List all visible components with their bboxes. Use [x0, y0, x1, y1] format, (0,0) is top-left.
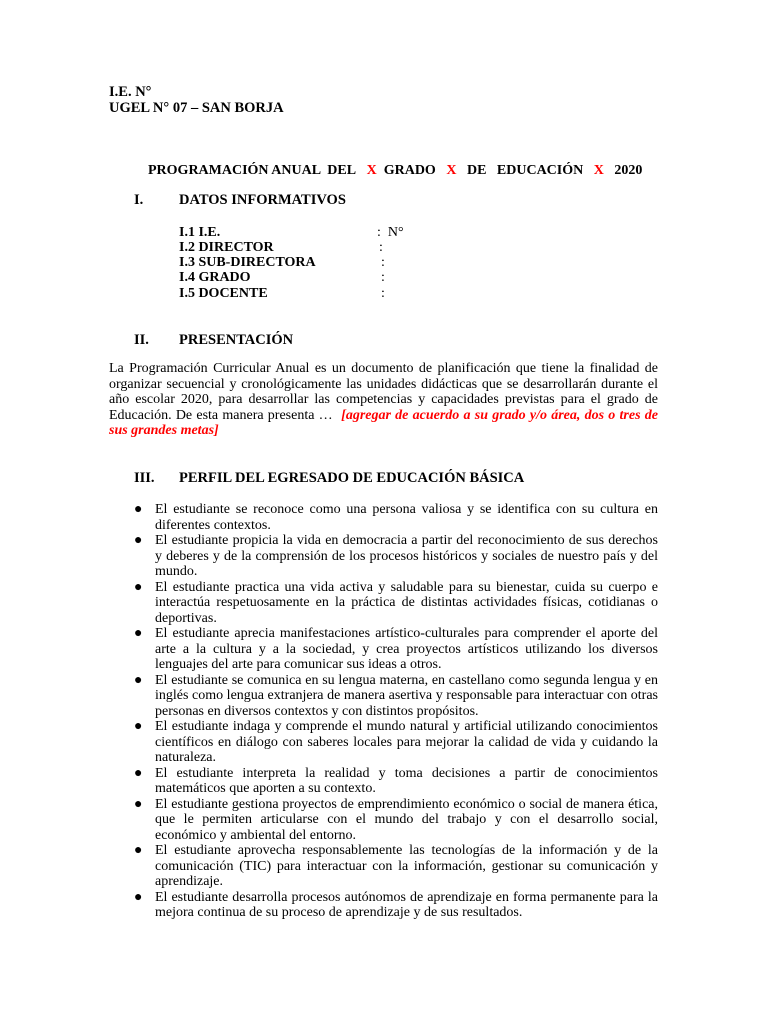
info-colon-director: :	[379, 240, 383, 255]
ugel-line: UGEL N° 07 – SAN BORJA	[109, 100, 284, 116]
list-item-text: El estudiante practica una vida activa y saludable para su bienestar, cuida su cuerpo e interactúa respetuosamente en la práctica de distintas actividades físicas, cotidianas o deportivas.	[155, 579, 658, 626]
section2-title: PRESENTACIÓN	[179, 332, 294, 348]
section3-number: III.	[134, 470, 155, 486]
section3-title: PERFIL DEL EGRESADO DE EDUCACIÓN BÁSICA	[179, 470, 525, 486]
title-part3: DE EDUCACIÓN	[466, 163, 584, 178]
list-item	[134, 673, 658, 720]
title-x-level: X	[446, 163, 457, 178]
section1-title: DATOS INFORMATIVOS	[179, 192, 346, 208]
list-item-text: El estudiante se reconoce como una persona valiosa y se identifica con su cultura en diferentes contextos.	[155, 502, 658, 533]
graduate-profile-list	[134, 502, 658, 921]
title-part2: GRADO	[383, 163, 436, 178]
info-label-ie: I.1 I.E.	[179, 225, 221, 240]
list-item	[134, 843, 658, 890]
list-item-text: El estudiante propicia la vida en democracia a partir del reconocimiento de sus derechos y deberes y de la comprensión de los procesos históricos y sociales de nuestro país y del mundo.	[155, 533, 658, 579]
info-colon-ie: : N°	[377, 225, 404, 240]
info-value-ie: N°	[387, 225, 404, 240]
list-item-text: El estudiante indaga y comprende el mundo natural y artificial utilizando conocimientos científicos en diálogo con saberes locales para mejorar la calidad de vida y cuidando la naturaleza.	[155, 719, 658, 765]
list-item	[134, 890, 658, 921]
list-item	[134, 580, 658, 627]
list-item-text: El estudiante aprecia manifestaciones artístico-culturales para comprender el aporte del arte a la cultura y a la sociedad, y crea proyectos artísticos utilizando los diversos lenguajes del arte para comunicar sus ideas a otros.	[155, 626, 658, 672]
list-item	[134, 626, 658, 673]
presentation-text: La Programación Curricular Anual es un documento de planificación que tiene la finalidad de organizar secuencial y cronológicamente las unidades didácticas que se desarrollarán durante el año escolar 2020, para desarrollar las competencias y capacidades previstas para el grado de Educación. De esta manera presenta …	[109, 361, 658, 423]
title-part1: PROGRAMACIÓN ANUAL DEL	[148, 163, 357, 178]
list-item-text: El estudiante desarrolla procesos autónomos de aprendizaje en forma permanente para la mejora continua de su proceso de aprendizaje y de sus resultados.	[155, 889, 658, 920]
bullet-icon: ●	[134, 765, 143, 781]
bullet-icon: ●	[134, 889, 143, 905]
document-title	[134, 147, 642, 195]
info-label-grado: I.4 GRADO	[179, 270, 251, 285]
info-colon-subdirectora: :	[381, 255, 385, 270]
list-item	[134, 533, 658, 580]
list-item	[134, 766, 658, 797]
bullet-icon: ●	[134, 796, 143, 812]
section1-number: I.	[134, 192, 144, 208]
bullet-icon: ●	[134, 719, 143, 734]
presentation-placeholder: [agregar de acuerdo a su grado y/o área, dos o tres de sus grandes metas]	[109, 407, 658, 438]
title-year: 2020	[614, 163, 643, 178]
bullet-icon: ●	[134, 843, 143, 858]
presentation-paragraph	[109, 361, 658, 439]
title-x-grade: X	[366, 163, 377, 178]
bullet-icon: ●	[134, 502, 143, 517]
bullet-icon: ●	[134, 579, 143, 595]
info-colon-grado: :	[381, 270, 385, 285]
info-label-subdirectora: I.3 SUB-DIRECTORA	[179, 255, 316, 270]
bullet-icon: ●	[134, 533, 143, 548]
list-item-text: El estudiante gestiona proyectos de emprendimiento económico o social de manera ética, que le permiten articularse con el mundo del trabajo y con el desarrollo social, económico y ambiental del entorno.	[155, 796, 658, 843]
list-item	[134, 502, 658, 533]
list-item-text: El estudiante se comunica en su lengua materna, en castellano como segunda lengua y en inglés como lengua extranjera de manera asertiva y responsable para interactuar con otras personas en diversos contextos y con distintos propósitos.	[155, 672, 658, 719]
bullet-icon: ●	[134, 626, 143, 641]
list-item	[134, 797, 658, 844]
bullet-icon: ●	[134, 672, 143, 688]
ie-line: I.E. N°	[109, 84, 152, 100]
title-x-area: X	[593, 163, 604, 178]
info-label-docente: I.5 DOCENTE	[179, 286, 268, 301]
section2-number: II.	[134, 332, 149, 348]
list-item-text: El estudiante aprovecha responsablemente las tecnologías de la información y de la comunicación (TIC) para interactuar con la información, gestionar su comunicación y aprendizaje.	[155, 843, 658, 889]
list-item	[134, 719, 658, 766]
list-item-text: El estudiante interpreta la realidad y toma decisiones a partir de conocimientos matemáticos que aporten a su contexto.	[155, 765, 658, 796]
info-label-director: I.2 DIRECTOR	[179, 240, 274, 255]
info-colon-docente: :	[381, 286, 385, 301]
